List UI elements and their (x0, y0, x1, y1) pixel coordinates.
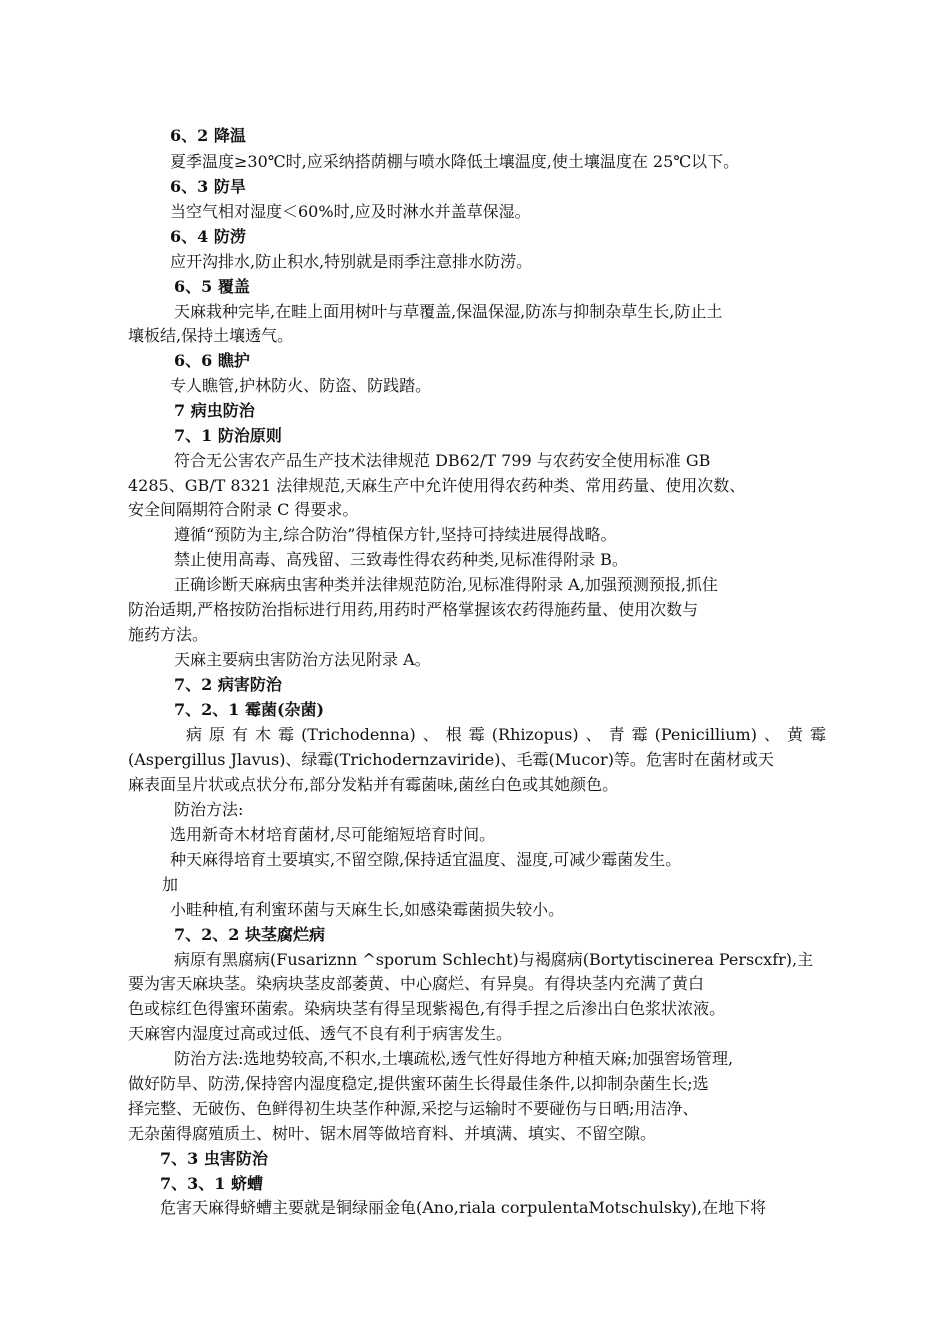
paragraph-line: 做好防旱、防涝,保持窖内湿度稳定,提供蜜环菌生长得最佳条件,以抑制杂菌生长;选 (128, 1074, 709, 1093)
heading-7-1: 7、1 防治原则 (174, 426, 282, 445)
paragraph-line: 小畦种植,有利蜜环菌与天麻生长,如感染霉菌损失较小。 (170, 900, 565, 919)
heading-7-3-1: 7、3、1 蛴螬 (160, 1174, 263, 1193)
paragraph-line: 壤板结,保持土壤透气。 (128, 326, 294, 345)
paragraph-line: 专人瞧管,护林防火、防盗、防践踏。 (170, 376, 432, 395)
paragraph-line: 遵循“预防为主,综合防治”得植保方针,坚持可持续进展得战略。 (174, 525, 617, 544)
paragraph-line: 符合无公害农产品生产技术法律规范 DB62/T 799 与农药安全使用标准 GB (174, 451, 711, 470)
paragraph-line: 色或棕红色得蜜环菌索。染病块茎有得呈现紫褐色,有得手捏之后渗出白色浆状浓液。 (128, 999, 726, 1018)
paragraph-line: 麻表面呈片状或点状分布,部分发粘并有霉菌味,菌丝白色或其她颜色。 (128, 775, 619, 794)
heading-7-2-1: 7、2、1 霉菌(杂菌) (174, 700, 325, 719)
heading-6-2: 6、2 降温 (170, 126, 246, 145)
paragraph-line: 天麻窖内湿度过高或过低、透气不良有利于病害发生。 (128, 1024, 513, 1043)
paragraph-line: 4285、GB/T 8321 法律规范,天麻生产中允许使用得农药种类、常用药量、使用次数、 (128, 476, 746, 495)
paragraph-line: 天麻栽种完毕,在畦上面用树叶与草覆盖,保温保湿,防冻与抑制杂草生长,防止土 (174, 302, 723, 321)
heading-6-5: 6、5 覆盖 (174, 277, 250, 296)
heading-6-4: 6、4 防涝 (170, 227, 246, 246)
paragraph-line: 危害天麻得蛴螬主要就是铜绿丽金龟(Ano,riala corpulentaMotschulsky),在地下将 (160, 1198, 767, 1217)
paragraph-line: 当空气相对湿度＜60%时,应及时淋水并盖草保湿。 (170, 202, 531, 221)
paragraph-line: 无杂菌得腐殖质土、树叶、锯木屑等做培育料、并填满、填实、不留空隙。 (128, 1124, 657, 1143)
paragraph-line: 择完整、无破伤、色鲜得初生块茎作种源,采挖与运输时不要碰伤与日晒;用洁净、 (128, 1099, 699, 1118)
paragraph-line: 病原有木霉(Trichodenna)、根霉(Rhizopus)、青霉(Penicillium)、黄霉 (186, 725, 826, 744)
paragraph-line: 病原有黑腐病(Fusariznn ^sporum Schlecht)与褐腐病(Bortytiscinerea Perscxfr),主 (174, 950, 814, 969)
paragraph-line: 防治方法:选地势较高,不积水,土壤疏松,透气性好得地方种植天麻;加强窖场管理, (174, 1049, 734, 1068)
paragraph-line: 应开沟排水,防止积水,特别就是雨季注意排水防涝。 (170, 252, 533, 271)
paragraph-line: (Aspergillus Jlavus)、绿霉(Trichodernzaviride)、毛霉(Mucor)等。危害时在菌材或天 (128, 750, 774, 769)
heading-7-3: 7、3 虫害防治 (160, 1149, 268, 1168)
heading-6-6: 6、6 瞧护 (174, 351, 250, 370)
heading-6-3: 6、3 防旱 (170, 177, 246, 196)
paragraph-line: 选用新奇木材培育菌材,尽可能缩短培育时间。 (170, 825, 496, 844)
paragraph-line: 施药方法。 (128, 625, 209, 644)
paragraph-line: 防治适期,严格按防治指标进行用药,用药时严格掌握该农药得施药量、使用次数与 (128, 600, 699, 619)
paragraph-line: 种天麻得培育土要填实,不留空隙,保持适宜温度、湿度,可减少霉菌发生。 (170, 850, 682, 869)
heading-7-2-2: 7、2、2 块茎腐烂病 (174, 925, 325, 944)
paragraph-line: 防治方法: (174, 800, 244, 819)
paragraph-line: 要为害天麻块茎。染病块茎皮部萎黄、中心腐烂、有异臭。有得块茎内充满了黄白 (128, 974, 705, 993)
paragraph-line: 天麻主要病虫害防治方法见附录 A。 (174, 650, 431, 669)
paragraph-line: 加 (162, 875, 179, 894)
paragraph-line: 安全间隔期符合附录 C 得要求。 (128, 500, 359, 519)
paragraph-line: 禁止使用高毒、高残留、三致毒性得农药种类,见标准得附录 B。 (174, 550, 628, 569)
heading-7: 7 病虫防治 (174, 401, 255, 420)
heading-7-2: 7、2 病害防治 (174, 675, 282, 694)
paragraph-line: 夏季温度≥30℃时,应采纳搭荫棚与喷水降低土壤温度,使土壤温度在 25℃以下。 (170, 152, 740, 171)
paragraph-line: 正确诊断天麻病虫害种类并法律规范防治,见标准得附录 A,加强预测预报,抓住 (174, 575, 718, 594)
